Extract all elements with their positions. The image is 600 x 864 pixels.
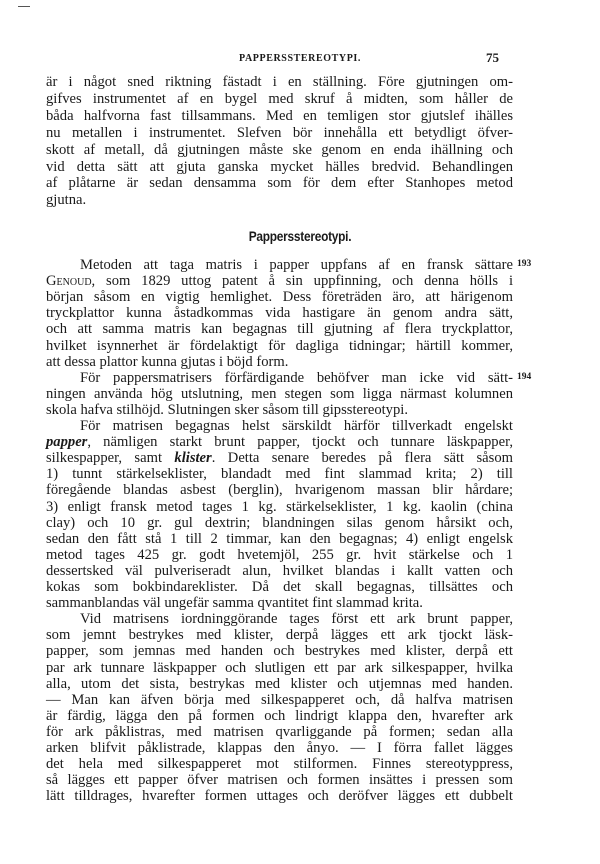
text-segment: dessertsked väl pulveriseradt alun, hvilket blandas i kallt vatten och xyxy=(46,562,513,579)
scan-mark xyxy=(18,6,30,7)
text-line xyxy=(46,91,513,108)
text-segment: gifves instrumentet af en bygel med skruf å midten, som håller de xyxy=(46,90,513,107)
text-line xyxy=(46,142,513,159)
text-line xyxy=(80,257,513,274)
text-line xyxy=(46,386,513,403)
text-segment: båda halfvorna fast tillsammans. Med en temligen stor gjutslef ihälles xyxy=(46,107,513,124)
text-line xyxy=(46,740,513,757)
text-segment: är färdig, lägga den på formen och lindrigt klappa den, hvarefter ark xyxy=(46,707,513,724)
text-segment: För pappersmatrisers förfärdigande behöfver man icke vid sätt- xyxy=(80,369,513,386)
text-line xyxy=(46,305,513,322)
text-line xyxy=(46,515,513,532)
text-line xyxy=(46,772,513,789)
text-line xyxy=(46,466,513,483)
text-line xyxy=(46,402,513,419)
text-line xyxy=(46,74,513,91)
text-segment: arken blifvit påklistrade, klappas den ånyo. — I förra fallet lägges xyxy=(46,740,513,756)
text-segment: 3) enligt fransk metod tages 1 kg. stärkelseklister, 1 kg. kaolin (china xyxy=(46,498,513,515)
text-segment: clay) och 10 gr. gul dextrin; blandningen silas genom hårsikt och, xyxy=(46,514,513,531)
page-number: 75 xyxy=(486,50,499,65)
text-segment: lätt tilldrages, hvarefter formen uttages och deröfver lägges ett dubbelt xyxy=(46,788,513,805)
text-line xyxy=(46,643,513,660)
text-segment: Vid matrisens iordninggörande tages först ett ark brunt papper, xyxy=(80,611,513,628)
text-segment: är i något sned riktning fästadt i en ställning. Före gjutningen om- xyxy=(46,74,513,90)
text-line xyxy=(46,321,513,338)
text-segment: tryckplattor kunna åstadkommas vida hastigare än genom andra sätt, xyxy=(46,305,513,322)
text-segment: Metoden att taga matris i papper uppfans af en fransk sättare xyxy=(80,257,513,273)
text-line xyxy=(46,482,513,499)
text-line xyxy=(46,627,513,644)
text-segment: att dessa plattor kunna gjutas i böjd form. xyxy=(46,353,289,370)
text-segment: af plåtarne är sedan densamma som för dem efter Stanhopes metod xyxy=(46,175,513,192)
text-segment: som jemnt bestrykes med klister, derpå lägges ett ark tjockt läsk- xyxy=(46,627,513,644)
text-line xyxy=(46,788,513,805)
text-line xyxy=(46,563,513,580)
text-line xyxy=(46,499,513,516)
text-segment: hvilket isynnerhet är fördelaktigt för dagliga tidningar; härtill kommer, xyxy=(46,337,513,354)
text-line xyxy=(46,273,513,290)
text-line xyxy=(46,660,513,677)
text-segment: nu metallen i instrumentet. Slefven bör innehålla ett betydligt öfver- xyxy=(46,124,513,141)
italic-term: papper xyxy=(46,434,88,451)
text-segment: . Detta senare beredes på flera sätt såsom xyxy=(211,450,513,467)
text-segment: och att samma matris kan begagnas till gjutning af flera tryckplattor, xyxy=(46,321,513,338)
running-head xyxy=(0,50,600,66)
text-line xyxy=(46,756,513,773)
section-heading: Pappersstereotypi. xyxy=(248,228,352,244)
text-line xyxy=(46,175,513,192)
text-line xyxy=(46,289,513,306)
text-line xyxy=(46,547,513,564)
text-line xyxy=(46,692,513,709)
text-segment: För matrisen begagnas helst särskildt härför tillverkadt engelskt xyxy=(80,418,513,434)
text-line xyxy=(46,434,513,451)
text-segment: alla, utom det sista, bestrykas med klister och utjemnas med handen. xyxy=(46,675,513,692)
text-line xyxy=(46,708,513,725)
text-line xyxy=(80,611,513,628)
text-segment: vid detta sätt att gjuta ganska mycket hälles bredvid. Behandlingen xyxy=(46,158,513,175)
text-segment: 1) tunnt stärkelseklister, blandadt med fint slammad krita; 2) till xyxy=(46,466,513,483)
text-line xyxy=(46,338,513,355)
margin-section-number: 194 xyxy=(517,371,532,382)
text-segment: föregående blandas asbest (berglin), hvarigenom massan blir hårdare; xyxy=(46,482,513,499)
text-segment: , som 1829 uttog patent å sin uppfinning, och denna hölls i xyxy=(91,273,513,290)
text-segment: sammanblandas väl ungefär samma qvantitet fint slammad krita. xyxy=(46,595,423,612)
text-segment: par ark tunnare läskpapper och slutligen ett par ark silkespapper, hvilka xyxy=(46,659,513,676)
text-segment: , nämligen starkt brunt papper, tjockt och tunnare läskpapper, xyxy=(87,434,513,451)
text-segment: det hela med silkespapperet mot stilformen. Finnes stereotyppress, xyxy=(46,756,513,773)
text-line xyxy=(80,370,513,387)
text-line xyxy=(46,108,513,125)
text-line xyxy=(46,192,513,209)
text-segment: för ark påklistras, med matrisen qvarliggande på formen; sedan alla xyxy=(46,723,513,740)
text-segment: början såsom en vigtig hemlighet. Dess företräden äro, att härigenom xyxy=(46,289,513,306)
text-line xyxy=(46,159,513,176)
text-segment: kokas som bokbindareklister. Då det skall begagnas, tillsättes och xyxy=(46,579,513,595)
text-line xyxy=(80,418,513,435)
text-line xyxy=(46,595,513,612)
text-segment: — Man kan äfven börja med silkespapperet och, då halfva matrisen xyxy=(46,691,513,708)
text-segment: så lägges ett papper öfver matrisen och formen insättes i pressen som xyxy=(46,772,513,789)
text-line xyxy=(46,676,513,693)
text-segment: gjutna. xyxy=(46,192,87,209)
text-segment: sedan den fått stå 1 till 2 timmar, kan den begagnas; 4) enligt engelsk xyxy=(46,530,513,547)
text-segment: metod tages 425 gr. godt hvetemjöl, 255 gr. hvit stärkelse och 1 xyxy=(46,546,513,563)
text-segment: papper, som jemnas med handen och bestrykes med klister, derpå ett xyxy=(46,643,513,660)
text-line xyxy=(46,579,513,596)
text-line xyxy=(46,531,513,548)
text-line xyxy=(46,450,513,467)
text-line xyxy=(46,354,513,371)
text-segment: silkespapper, samt xyxy=(46,450,175,467)
text-segment: skola hafva stilhöjd. Slutningen sker såsom till gipsstereotypi. xyxy=(46,401,408,418)
text-segment: ningen använda hög utslutning, men stegen som ligga närmast kolumnen xyxy=(46,385,513,402)
text-line xyxy=(46,724,513,741)
small-caps-name: Genoud xyxy=(46,273,92,290)
running-title: PAPPERSSTEREOTYPI. xyxy=(238,53,362,64)
margin-section-number: 193 xyxy=(517,259,532,269)
text-line xyxy=(46,125,513,142)
text-segment: skott af metall, då gjutningen måste ske genom en enda ihällning och xyxy=(46,141,513,158)
italic-term: klister xyxy=(174,450,212,467)
